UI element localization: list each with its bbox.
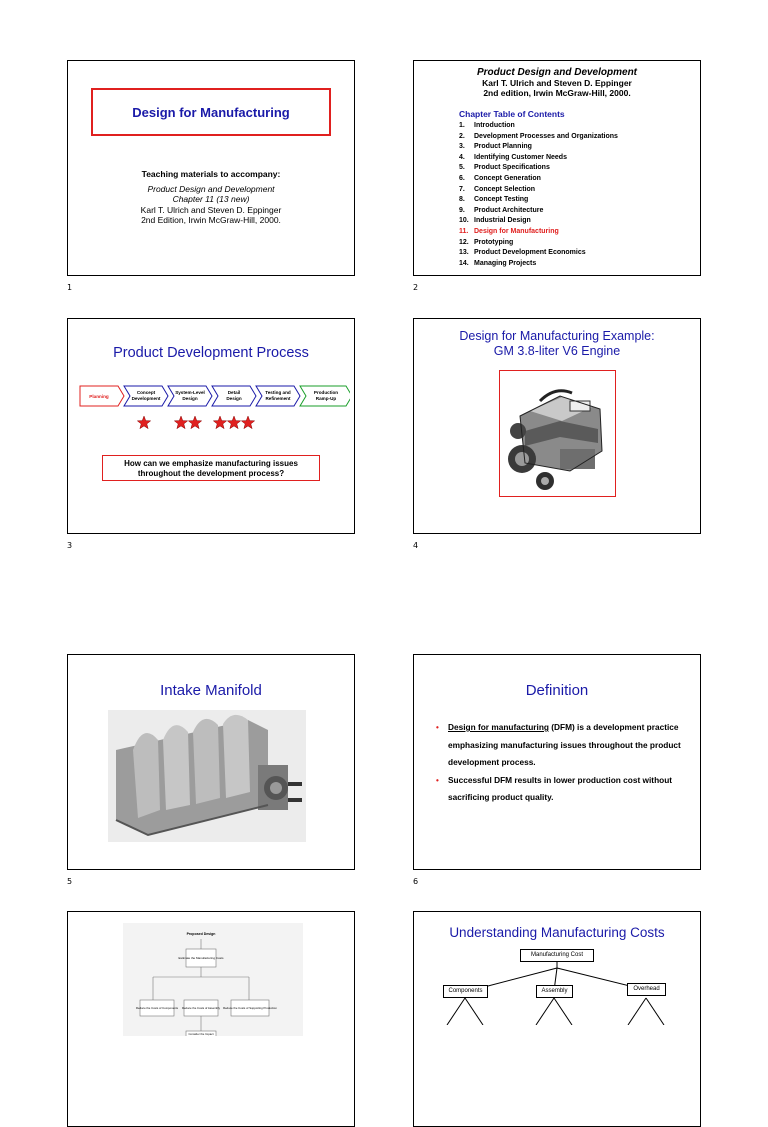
toc-item-number: 4. (459, 153, 465, 161)
slide-8-title: Understanding Manufacturing Costs (449, 925, 665, 940)
dfm-term: Design for manufacturing (448, 722, 549, 732)
toc-item (459, 185, 618, 196)
toc-item-label: Identifying Customer Needs (474, 153, 567, 161)
title-line-2: GM 3.8-liter V6 Engine (493, 344, 621, 358)
tree-child-overhead: Overhead (627, 983, 666, 996)
toc-item-label: Prototyping (474, 238, 514, 246)
toc-item-number: 13. (459, 249, 469, 257)
process-stage-label: Development (131, 396, 161, 401)
slide-number-5: 5 (67, 877, 73, 886)
toc-item-label: Product Development Economics (474, 249, 586, 257)
toc-item-label: Development Processes and Organizations (474, 132, 618, 140)
toc-item-number: 14. (459, 259, 469, 267)
toc-item-number: 9. (459, 206, 465, 214)
toc-item-number: 10. (459, 217, 469, 225)
toc-item (459, 227, 618, 238)
toc-item-label: Concept Testing (474, 196, 529, 204)
flow-mid: Reduce the Costs of Assembly (181, 1006, 221, 1010)
toc-item-number: 11. (459, 227, 469, 235)
slide-2 (413, 60, 701, 276)
process-stage-label: Ramp-Up (315, 396, 337, 401)
toc-item (459, 238, 618, 249)
authors-line: Karl T. Ulrich and Steven D. Eppinger (140, 204, 282, 215)
book-title: Product Design and Development (147, 183, 275, 194)
process-stage-label: Testing and (265, 390, 291, 395)
slide-number-4: 4 (413, 541, 419, 550)
definition-bullet-2: • Successful DFM results in lower production cost without sacrificing product quality. (436, 772, 692, 807)
toc-item-label: Managing Projects (474, 259, 537, 267)
toc-item-number: 12. (459, 238, 469, 246)
slide-6 (413, 654, 701, 870)
process-stage-label: Planning (89, 394, 109, 399)
process-stage-label: Detail (227, 390, 241, 395)
toc-item-number: 1. (459, 122, 465, 129)
toc-item-label: Product Specifications (474, 164, 550, 172)
slide-1-title: Design for Manufacturing (91, 88, 331, 136)
slide-1-subtitle (68, 169, 354, 226)
slide-1 (67, 60, 355, 276)
cost-tree-lines (414, 912, 701, 1025)
slide-7 (67, 911, 355, 1127)
toc-item-label: Introduction (474, 122, 515, 129)
slide-number-2: 2 (413, 283, 419, 292)
toc-item-number: 8. (459, 196, 465, 204)
book-title: Product Design and Development (476, 67, 638, 78)
toc-item (459, 163, 618, 174)
toc-title: Chapter Table of Contents (459, 109, 565, 119)
flow-bottom: Consider the Impact (188, 1032, 214, 1036)
toc-item-label: Design for Manufacturing (474, 227, 559, 235)
slide-2-header (414, 68, 700, 98)
teaching-line: Teaching materials to accompany: (141, 169, 281, 179)
toc-item-number: 6. (459, 174, 465, 182)
toc-item (459, 174, 618, 185)
flow-right: Reduce the Costs of Supporting Production (223, 1006, 277, 1010)
toc-item-number: 3. (459, 143, 465, 151)
toc-item-label: Concept Generation (474, 174, 541, 182)
toc-item-label: Product Architecture (474, 206, 544, 214)
toc-item-label: Industrial Design (474, 217, 531, 225)
toc-item-number: 7. (459, 185, 465, 193)
toc-item (459, 259, 618, 270)
definition-list (436, 719, 692, 807)
slide-3 (67, 318, 355, 534)
toc-item (459, 132, 618, 143)
slide-6-title: Definition (525, 682, 589, 699)
process-stage-label: Concept (136, 390, 156, 395)
star-icon (188, 416, 201, 429)
toc-item (459, 195, 618, 206)
slide-4-title (414, 329, 700, 359)
toc-item-number: 2. (459, 132, 465, 140)
star-icon (137, 416, 150, 429)
slide-5-title: Intake Manifold (160, 682, 262, 699)
intake-manifold-image (108, 710, 306, 842)
slide-number-3: 3 (67, 541, 73, 550)
toc-item-label: Product Planning (474, 143, 532, 151)
chapter-line: Chapter 11 (13 new) (172, 194, 250, 204)
toc-item (459, 216, 618, 227)
dfm-definition: (DFM) is a development practice emphasizing manufacturing issues throughout the product development process. (448, 722, 681, 767)
process-stage-label: Production (313, 390, 339, 395)
slide-number-6: 6 (413, 877, 419, 886)
toc-list (459, 121, 618, 269)
edition-line: 2nd edition, Irwin McGraw-Hill, 2000. (483, 88, 631, 98)
tree-child-assembly: Assembly (536, 985, 573, 998)
edition-line: 2nd Edition, Irwin McGraw-Hill, 2000. (141, 215, 281, 225)
flow-left: Reduce the Costs of Components (136, 1006, 178, 1010)
process-stage-label: System-Level (175, 390, 205, 395)
star-icon (174, 416, 187, 429)
process-flow-diagram (78, 381, 350, 431)
slide-number-1: 1 (67, 283, 73, 292)
star-icon (227, 416, 240, 429)
definition-bullet-1 (436, 719, 692, 772)
star-icon (213, 416, 226, 429)
process-stage-label: Refinement (265, 396, 291, 401)
slide-8 (413, 911, 701, 1127)
dfm-flowchart-image (123, 923, 303, 1036)
tree-child-components: Components (443, 985, 488, 998)
slide-5 (67, 654, 355, 870)
toc-item (459, 248, 618, 259)
authors-line: Karl T. Ulrich and Steven D. Eppinger (482, 78, 632, 88)
slide-4 (413, 318, 701, 534)
toc-item (459, 121, 618, 132)
slide-3-title: Product Development Process (113, 345, 309, 361)
question-box: How can we emphasize manufacturing issues throughout the development process? (102, 455, 320, 481)
toc-item-label: Concept Selection (474, 185, 536, 193)
flow-estimate: Estimate the Manufacturing Costs (178, 956, 224, 960)
flow-top: Proposed Design (186, 932, 216, 936)
toc-item-number: 5. (459, 164, 465, 172)
tree-root: Manufacturing Cost (520, 949, 594, 962)
star-icon (241, 416, 254, 429)
process-stage-label: Design (182, 396, 198, 401)
toc-item (459, 142, 618, 153)
process-stage-label: Design (226, 396, 242, 401)
engine-image (499, 370, 616, 497)
toc-item (459, 206, 618, 217)
title-line-1: Design for Manufacturing Example: (459, 329, 655, 343)
toc-item (459, 153, 618, 164)
